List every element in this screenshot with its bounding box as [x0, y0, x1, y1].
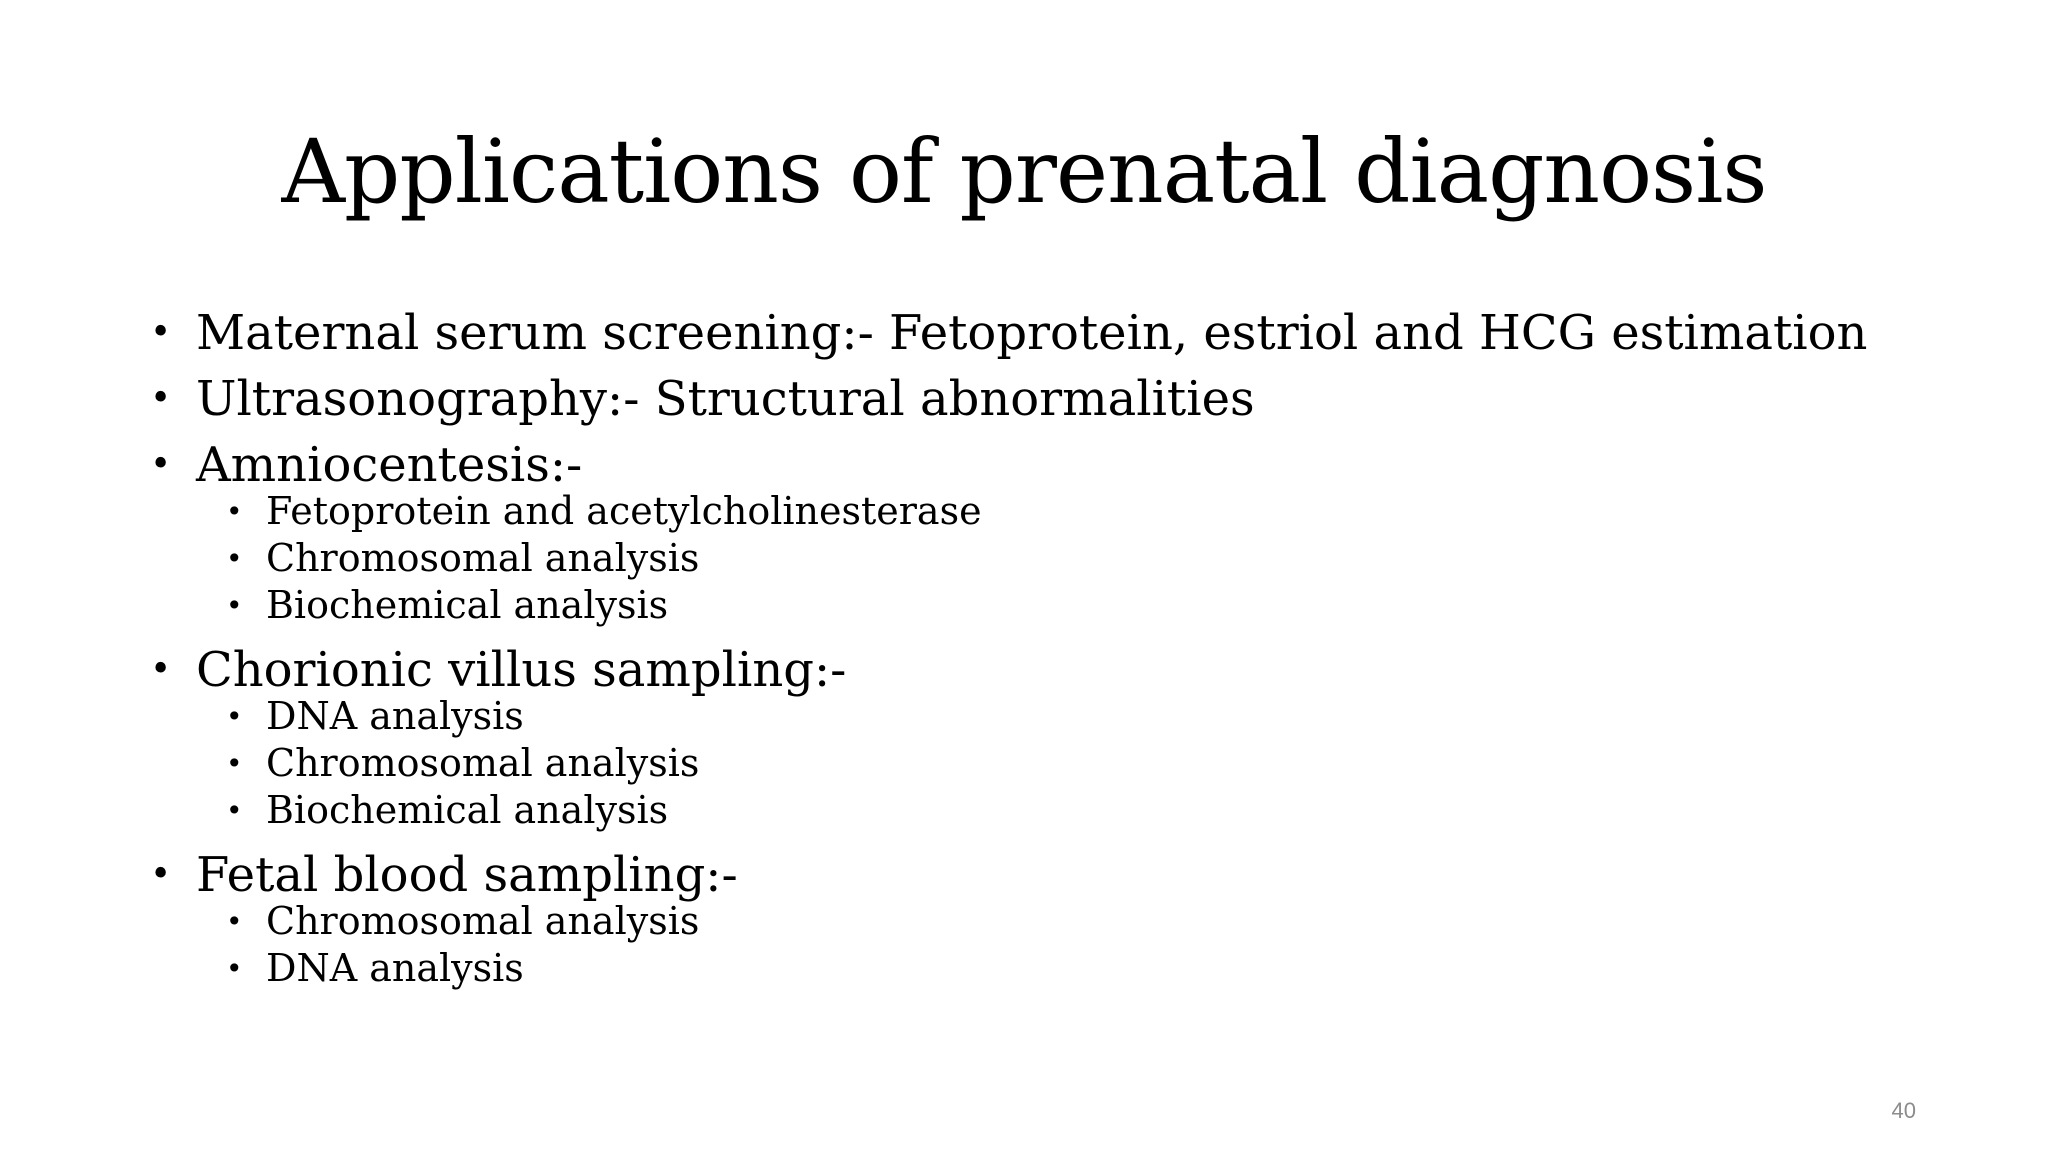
bullet-icon: •: [150, 854, 172, 895]
sub-list-item-text: DNA analysis: [266, 946, 524, 990]
bullet-icon: •: [226, 495, 243, 528]
sub-list-item: [226, 693, 1970, 740]
slide-title: Applications of prenatal diagnosis: [281, 120, 1767, 223]
sub-list-item-text: Biochemical analysis: [266, 788, 669, 832]
sub-list-item: [226, 740, 1970, 787]
bullet-icon: •: [226, 589, 243, 622]
list-item-text: Maternal serum screening:- Fetoprotein, estriol and HCG estimation: [196, 305, 1868, 361]
list-item-text: Chorionic villus sampling:-: [196, 642, 847, 698]
bullet-icon: •: [226, 542, 243, 575]
sub-list-item-text: Biochemical analysis: [266, 583, 669, 627]
bullet-list: [150, 300, 1970, 992]
sub-bullet-list: [196, 898, 1970, 992]
list-item: [150, 637, 1970, 834]
sub-list-item-text: Chromosomal analysis: [266, 536, 700, 580]
bullet-icon: •: [150, 649, 172, 690]
sub-list-item: [226, 535, 1970, 582]
sub-list-item: [226, 945, 1970, 992]
page-number: 40: [1891, 1098, 1916, 1123]
bullet-icon: •: [226, 747, 243, 780]
list-item-text: Amniocentesis:-: [196, 437, 583, 493]
bullet-icon: •: [226, 905, 243, 938]
slide-content: [150, 300, 1970, 1000]
bullet-icon: •: [226, 700, 243, 733]
list-item: [150, 432, 1970, 629]
sub-list-item-text: Chromosomal analysis: [266, 899, 700, 943]
list-item-text: Fetal blood sampling:-: [196, 847, 738, 903]
sub-list-item-text: Fetoprotein and acetylcholinesterase: [266, 489, 982, 533]
bullet-icon: •: [226, 952, 243, 985]
sub-list-item: [226, 488, 1970, 535]
bullet-icon: •: [150, 312, 172, 353]
sub-bullet-list: [196, 488, 1970, 629]
sub-list-item: [226, 898, 1970, 945]
list-item-text: Ultrasonography:- Structural abnormalities: [196, 371, 1255, 427]
bullet-icon: •: [150, 378, 172, 419]
sub-list-item-text: DNA analysis: [266, 694, 524, 738]
sub-list-item: [226, 582, 1970, 629]
sub-bullet-list: [196, 693, 1970, 834]
list-item: [150, 300, 1970, 366]
sub-list-item: [226, 787, 1970, 834]
sub-list-item-text: Chromosomal analysis: [266, 741, 700, 785]
bullet-icon: •: [226, 794, 243, 827]
bullet-icon: •: [150, 444, 172, 485]
list-item: [150, 366, 1970, 432]
list-item: [150, 842, 1970, 992]
